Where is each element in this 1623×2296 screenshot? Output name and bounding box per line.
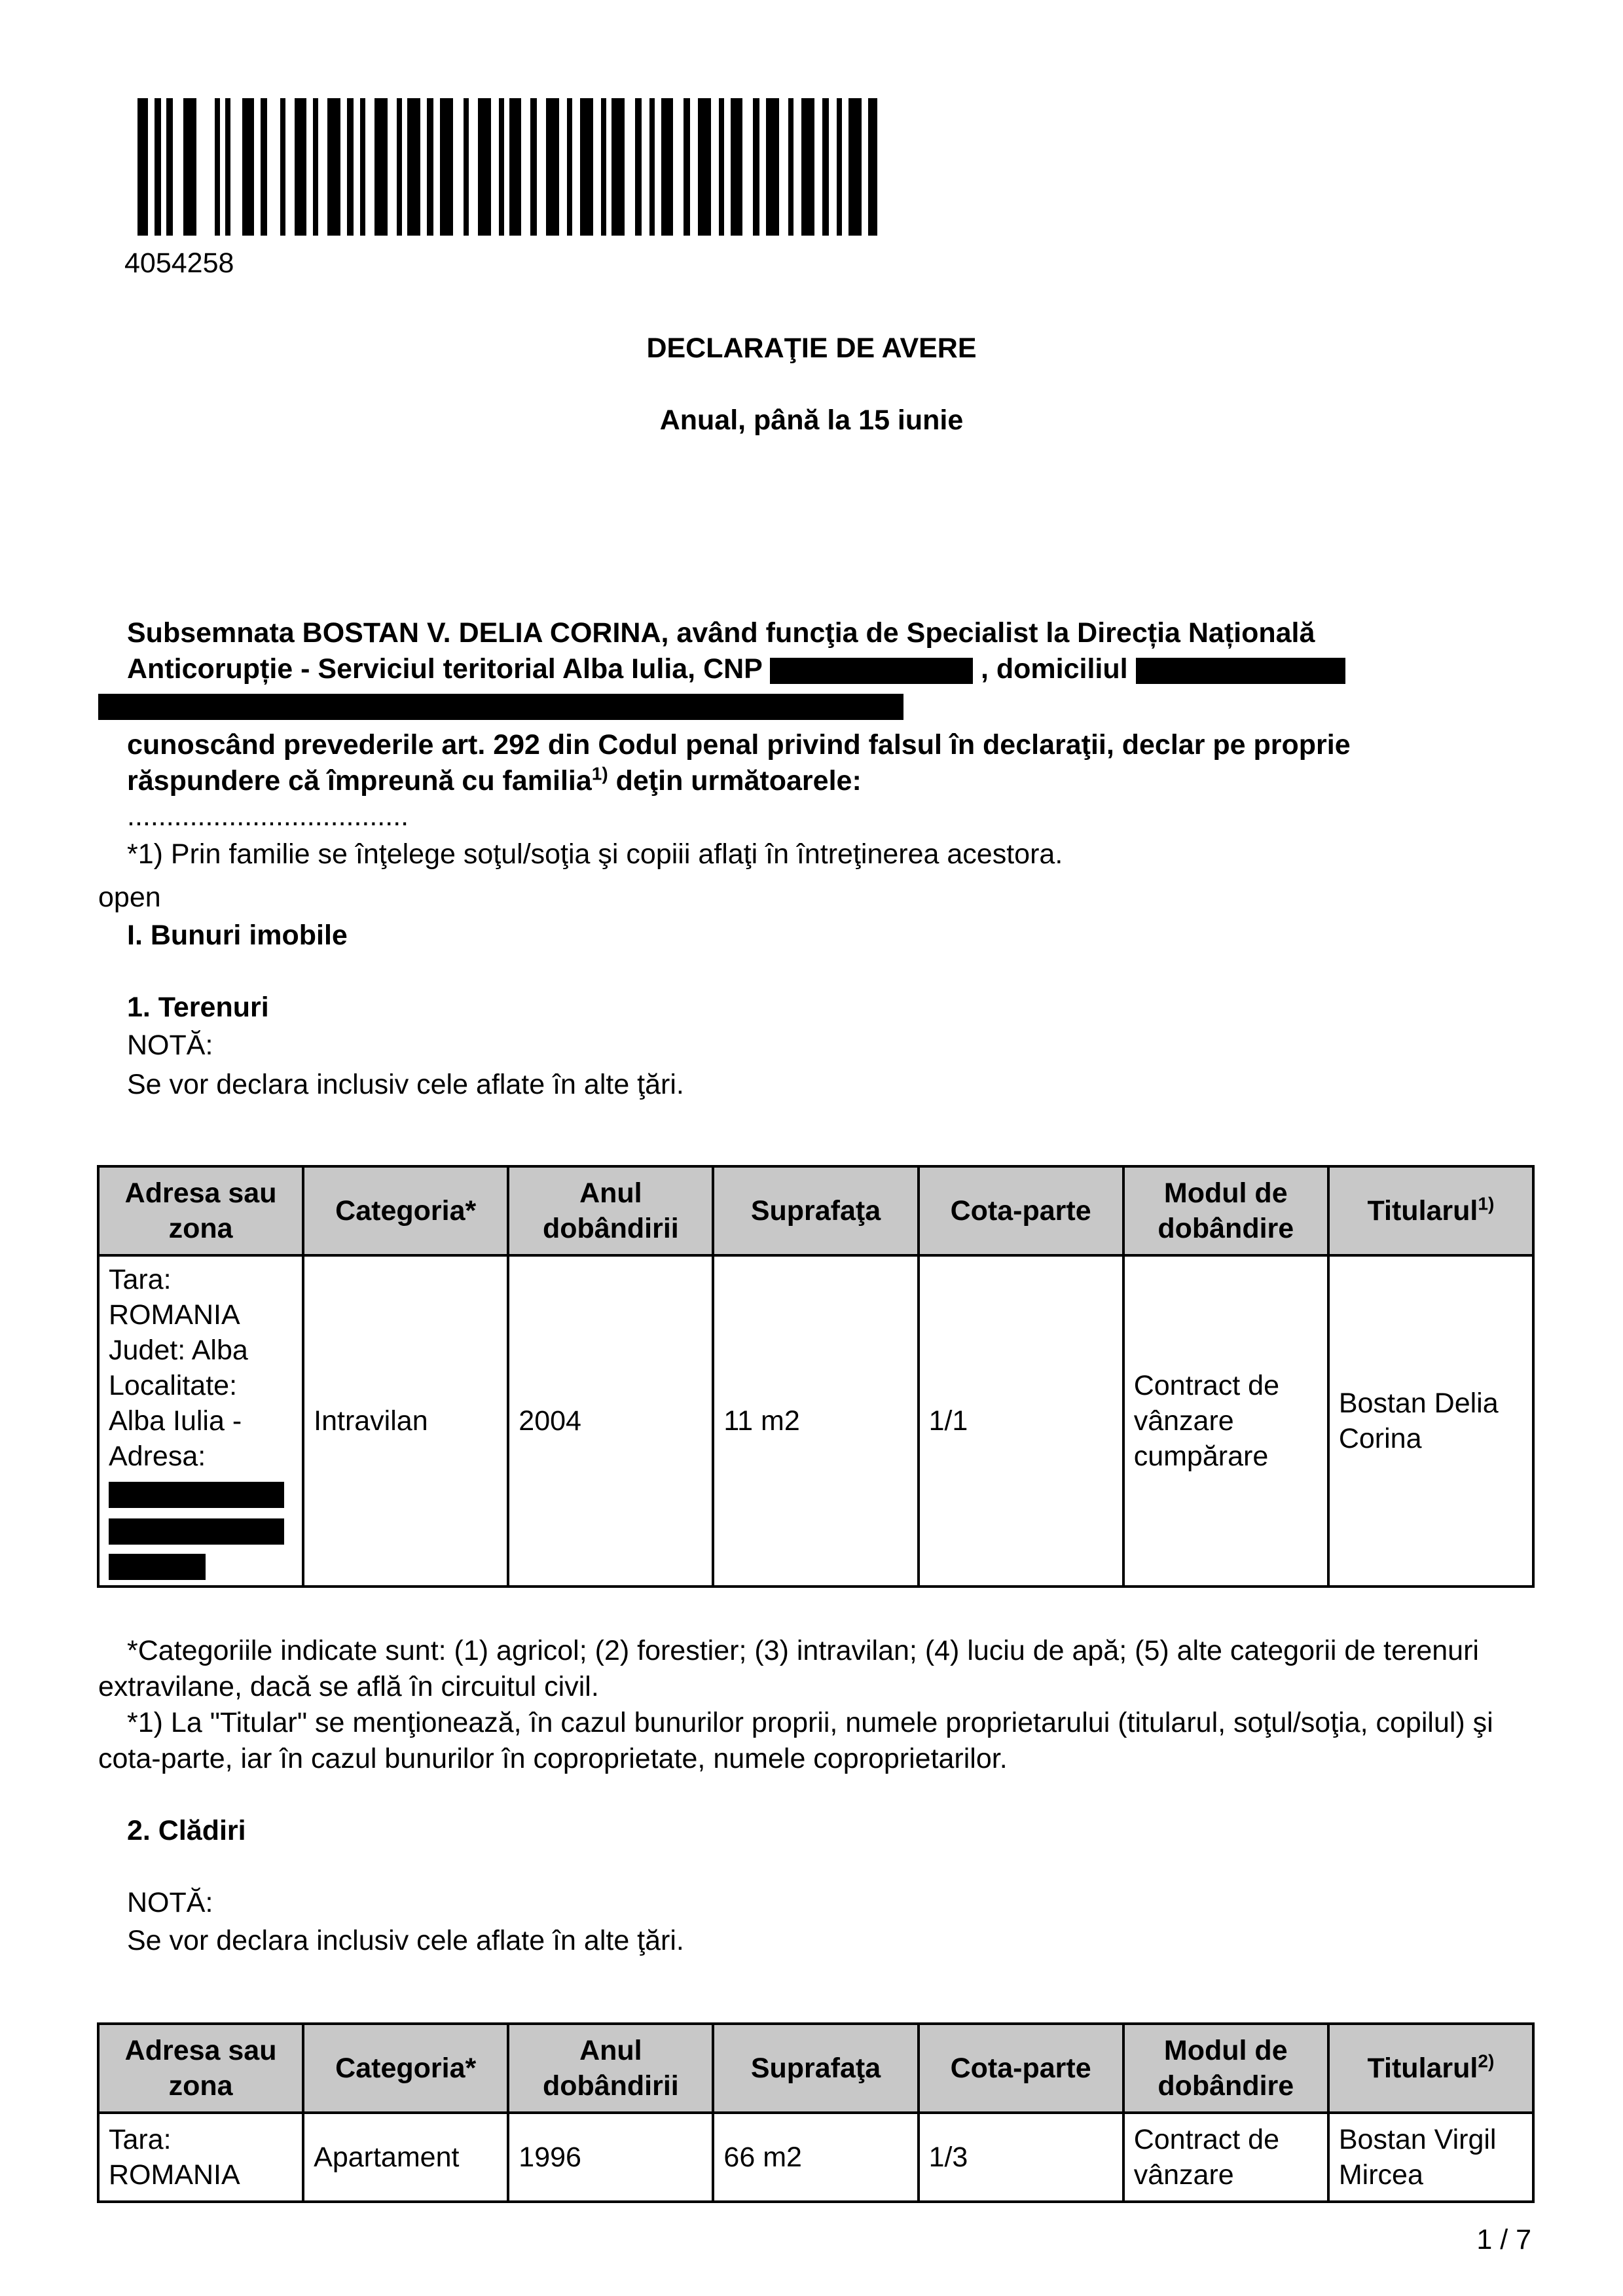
open-text: open	[98, 882, 161, 913]
col-header: Anul dobândirii	[508, 1166, 713, 1255]
cell: Bostan Delia Corina	[1328, 1255, 1533, 1587]
declaration-paragraph	[98, 615, 1473, 799]
cell: 11 m2	[713, 1255, 918, 1587]
subsection-cladiri: 2. Clădiri	[127, 1815, 246, 1846]
col-header: Modul de dobândire	[1123, 1166, 1328, 1255]
titular-note: *1) La "Titular" se menţionează, în cazul bunurilor proprii, numele proprietarului (titularul, soţul/soţia, copilul) şi cota-parte, iar în cazul bunurilor în coproprietate, numele coproprietarilor.	[98, 1707, 1493, 1774]
nota-text: Se vor declara inclusiv cele aflate în alte ţări.	[127, 1069, 684, 1100]
subsection-terenuri: 1. Terenuri	[127, 992, 269, 1023]
col-header: Adresa sau zona	[98, 1166, 303, 1255]
cell: Tara: ROMANIA	[98, 2113, 303, 2202]
col-header: Categoria*	[303, 1166, 508, 1255]
cladiri-table	[97, 2022, 1535, 2203]
col-header: Suprafaţa	[713, 1166, 918, 1255]
redacted-address	[109, 1482, 284, 1508]
cell: 1996	[508, 2113, 713, 2202]
col-header: Suprafaţa	[713, 2024, 918, 2113]
col-header: Anul dobândirii	[508, 2024, 713, 2113]
cell: 2004	[508, 1255, 713, 1587]
redacted-cnp	[770, 658, 973, 684]
col-header-titular: Titularul$^{2)}$	[1328, 2024, 1533, 2113]
barcode	[137, 98, 877, 236]
redacted-address	[109, 1554, 206, 1580]
declaration-text-3: cunoscând prevederile art. 292 din Codul penal privind falsul în declaraţii, declar pe proprie răspundere că împreună cu familia	[127, 729, 1351, 797]
col-header: Cota-parte	[919, 2024, 1123, 2113]
cell: Contract de vânzare	[1123, 2113, 1328, 2202]
col-header: Categoria*	[303, 2024, 508, 2113]
terenuri-table	[97, 1165, 1535, 1588]
section-heading-bunuri-imobile: I. Bunuri imobile	[127, 920, 348, 951]
cell: Apartament	[303, 2113, 508, 2202]
table-header-row	[98, 1166, 1533, 1255]
document-title: DECLARAŢIE DE AVERE	[646, 332, 977, 364]
col-header: Modul de dobândire	[1123, 2024, 1328, 2113]
cell-address: Tara: ROMANIA Judet: Alba Localitate: Alba Iulia - Adresa:	[98, 1255, 303, 1587]
cell: 1/3	[919, 2113, 1123, 2202]
cell: Bostan Virgil Mircea	[1328, 2113, 1533, 2202]
declaration-text-1: Subsemnata BOSTAN V. DELIA CORINA, având funcţia de Specialist la Direcția Națională Anticorupție - Serviciul teritorial Alba Iulia, CNP	[127, 617, 1315, 685]
redacted-address-1	[1136, 658, 1345, 684]
table-row	[98, 1255, 1533, 1587]
table-header-row	[98, 2024, 1533, 2113]
cell: Intravilan	[303, 1255, 508, 1587]
cell: 1/1	[919, 1255, 1123, 1587]
page-number: 1 / 7	[1476, 2224, 1531, 2255]
barcode-number: 4054258	[124, 247, 234, 279]
nota-label: NOTĂ:	[127, 1030, 213, 1061]
nota-label-2: NOTĂ:	[127, 1887, 213, 1918]
redacted-address-2	[98, 694, 903, 720]
redacted-address	[109, 1518, 284, 1545]
nota-text-2: Se vor declara inclusiv cele aflate în alte ţări.	[127, 1925, 684, 1956]
table-row	[98, 2113, 1533, 2202]
footnote-ref: 1)	[591, 763, 608, 784]
document-subtitle: Anual, până la 15 iunie	[659, 404, 964, 436]
col-header: Cota-parte	[919, 1166, 1123, 1255]
declaration-text-2: , domiciliul	[981, 653, 1128, 685]
col-header: Adresa sau zona	[98, 2024, 303, 2113]
cell: 66 m2	[713, 2113, 918, 2202]
categories-note: *Categoriile indicate sunt: (1) agricol; (2) forestier; (3) intravilan; (4) luciu de apă; (5) alte categorii de terenuri extravilane, dacă se află în circuitul civil.	[98, 1635, 1479, 1702]
col-header-titular: Titularul$^{1)}$	[1328, 1166, 1533, 1255]
cell: Contract de vânzare cumpărare	[1123, 1255, 1328, 1587]
dots-line: ....................................	[127, 800, 409, 832]
declaration-text-4: deţin următoarele:	[615, 765, 862, 797]
family-note: *1) Prin familie se înţelege soţul/soţia şi copiii aflaţi în întreţinerea acestora.	[127, 838, 1063, 870]
